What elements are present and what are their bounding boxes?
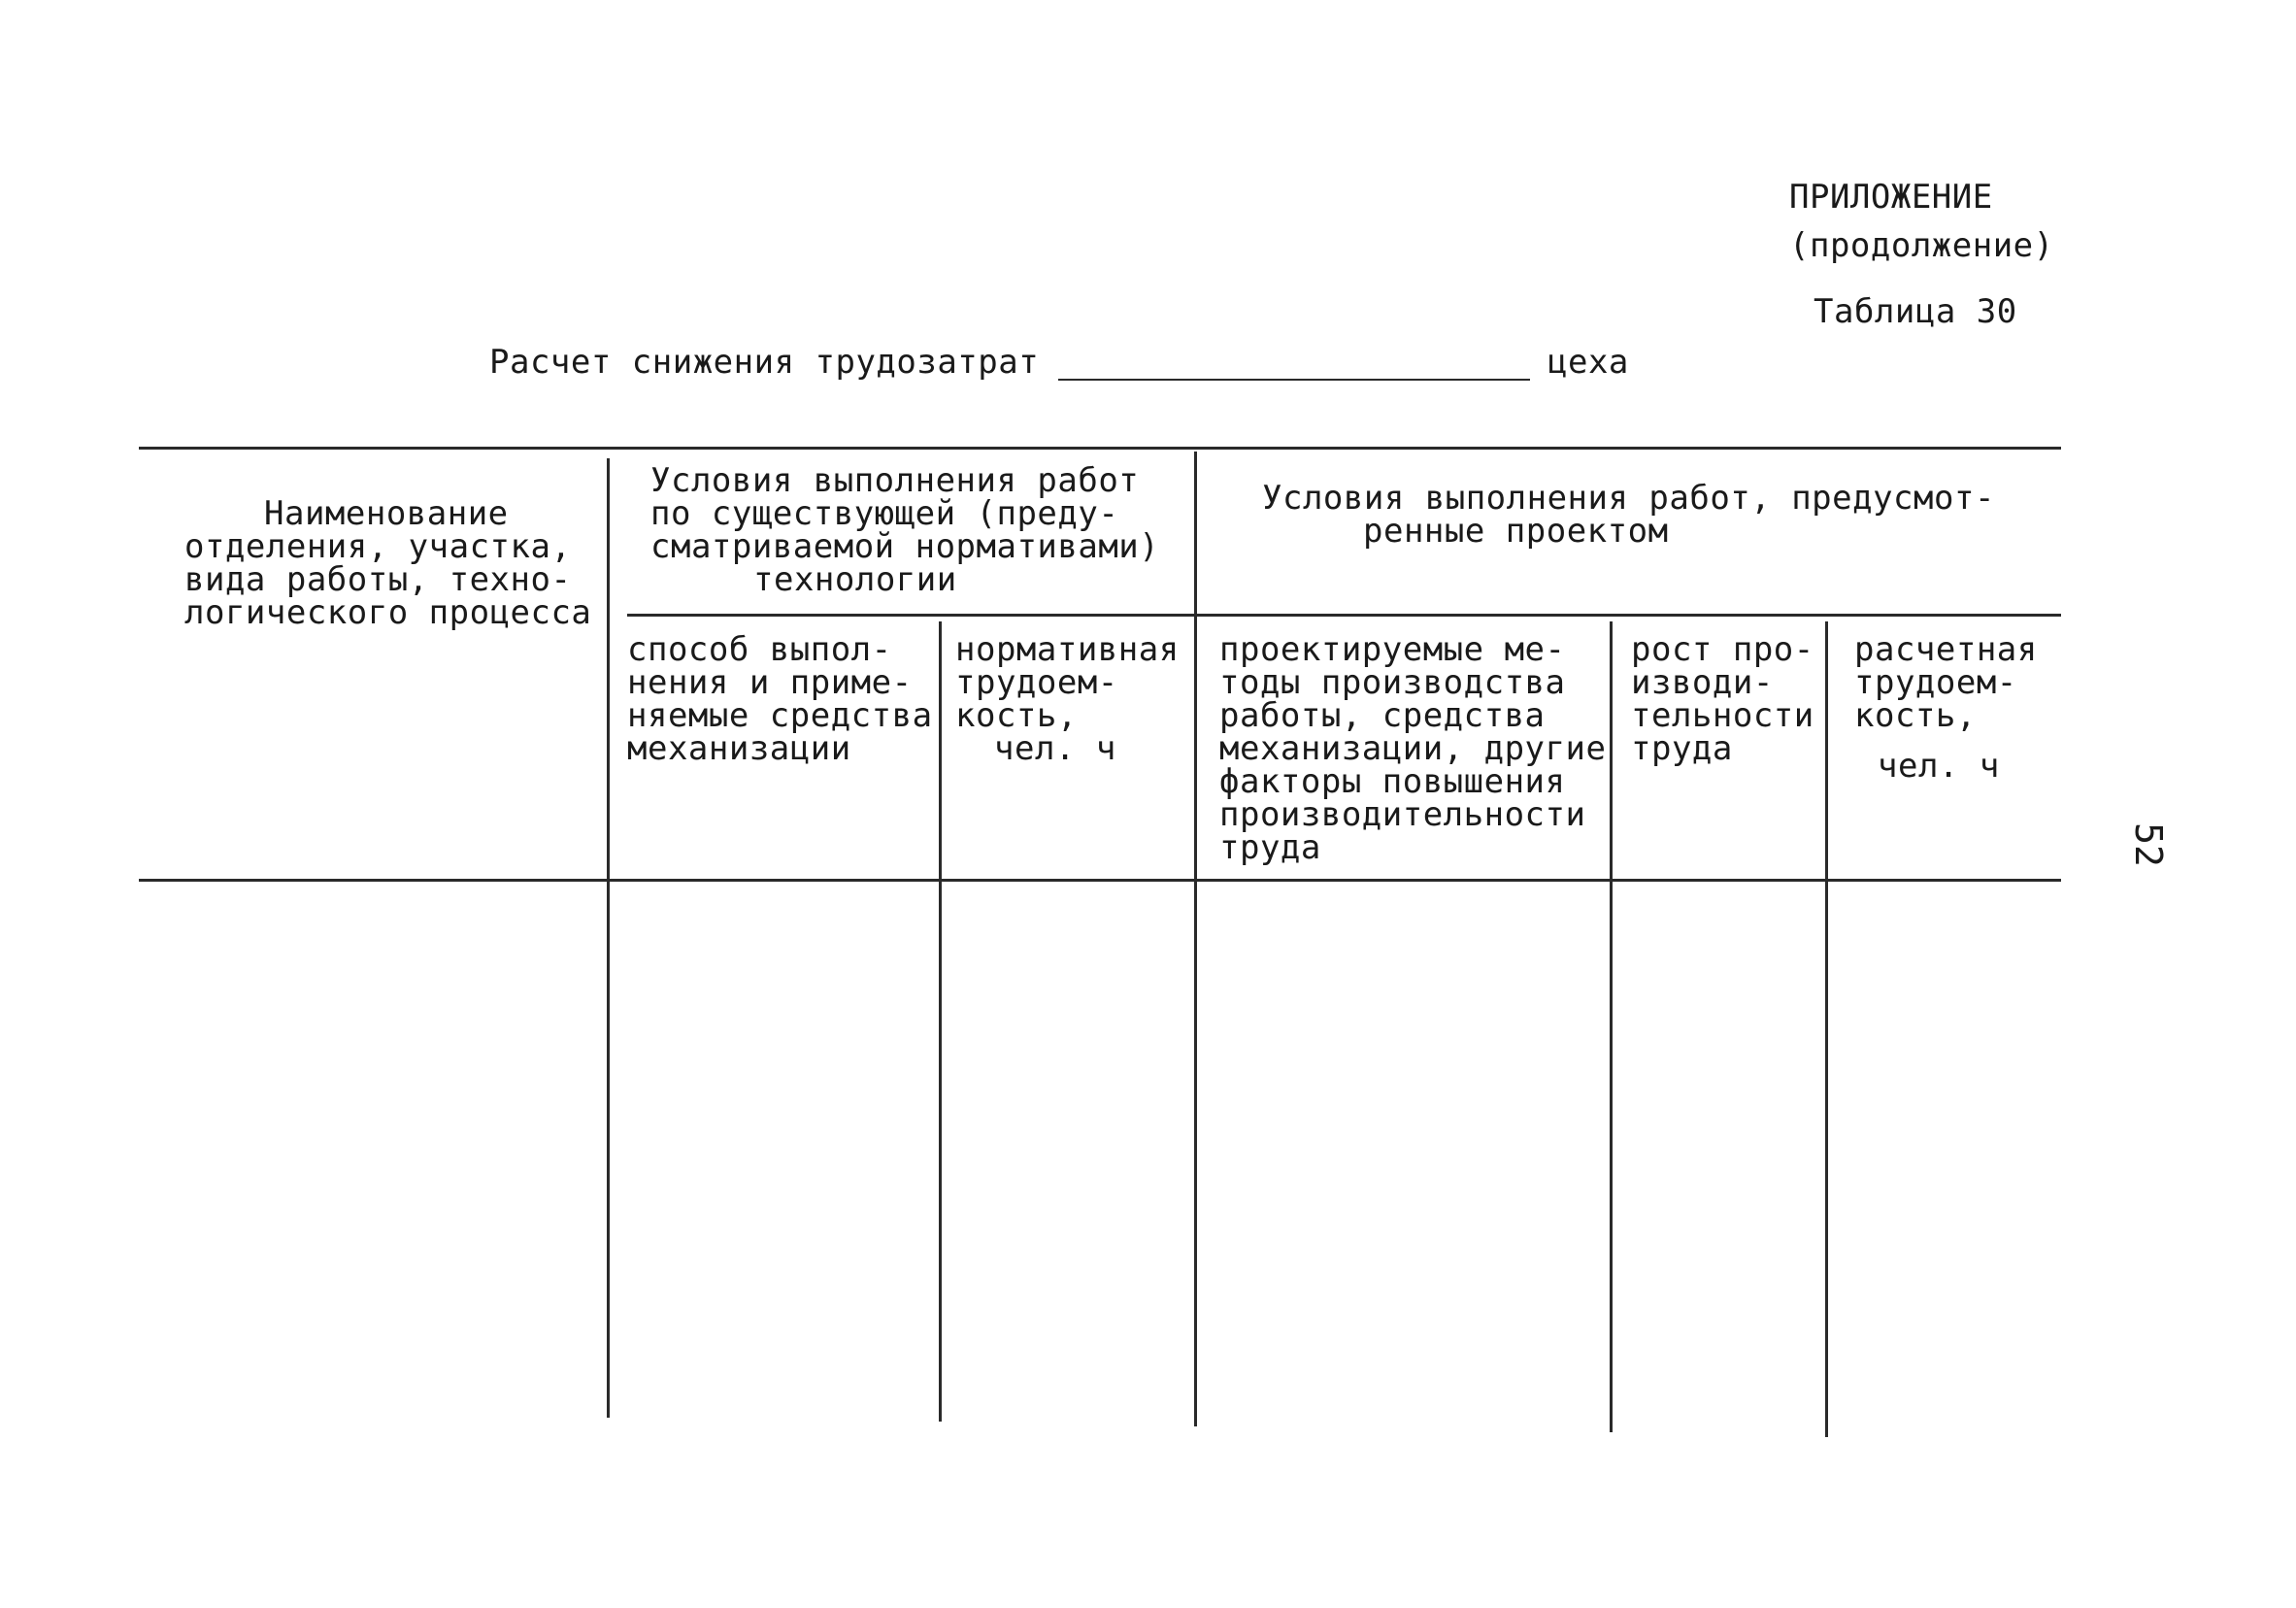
table-col-divider-2 [939, 621, 942, 1422]
sub-header-line: труда [1219, 828, 1321, 867]
sub-header-line: чел. ч [1878, 747, 2000, 786]
sub-header-line: работы, средства [1219, 696, 1546, 735]
table-col-divider-3 [1194, 452, 1197, 1426]
table-header-mid-rule [627, 614, 2061, 617]
table-top-rule [139, 447, 2061, 450]
sub-header-line: трудоем- [955, 663, 1118, 702]
sub-header-line: производительности [1219, 795, 1586, 834]
appendix-title: ПРИЛОЖЕНИЕ [1789, 178, 1993, 217]
col1-header-line: Наименование [264, 494, 509, 533]
table-col-divider-5 [1825, 621, 1828, 1437]
group-existing-line: Условия выполнения работ [650, 461, 1140, 500]
sub-header-line: тельности [1631, 696, 1814, 735]
heading-suffix: цеха [1547, 343, 1629, 382]
col1-header-line: отделения, участка, [184, 527, 572, 566]
table-header-bottom-rule [139, 879, 2061, 882]
appendix-continuation: (продолжение) [1789, 226, 2054, 265]
sub-header-line: рост про- [1631, 630, 1814, 669]
col1-header-line: вида работы, техно- [184, 560, 572, 599]
sub-header-line: механизации [627, 729, 851, 768]
sub-header-line: трудоем- [1854, 663, 2017, 702]
group-existing-line: сматриваемой нормативами) [650, 527, 1160, 566]
sub-header-line: чел. ч [994, 729, 1116, 768]
sub-header-line: изводи- [1631, 663, 1774, 702]
col1-header-line: логического процесса [184, 593, 592, 632]
sub-header-line: проектируемые ме- [1219, 630, 1566, 669]
sub-header-line: расчетная [1854, 630, 2038, 669]
sub-header-line: няемые средства [627, 696, 933, 735]
sub-header-line: кость, [1854, 696, 1977, 735]
sub-header-line: тоды производства [1219, 663, 1566, 702]
sub-header-line: нения и приме- [627, 663, 913, 702]
heading-prefix: Расчет снижения трудозатрат [489, 343, 1040, 382]
sub-header-line: механизации, другие [1219, 729, 1607, 768]
sub-header-line: труда [1631, 729, 1733, 768]
sub-header-line: нормативная [955, 630, 1180, 669]
sub-header-line: кость, [955, 696, 1078, 735]
sub-header-line: факторы повышения [1219, 762, 1566, 801]
group-existing-line: технологии [753, 560, 957, 599]
table-number: Таблица 30 [1814, 292, 2017, 331]
group-project-line: Условия выполнения работ, предусмот- [1262, 479, 1995, 518]
page-number: 52 [2126, 822, 2170, 867]
table-col-divider-4 [1610, 621, 1613, 1432]
group-existing-line: по существующей (преду- [650, 494, 1119, 533]
table-col-divider-1 [607, 458, 610, 1418]
group-project-line: ренные проектом [1363, 512, 1669, 551]
workshop-blank-line [1058, 379, 1530, 381]
sub-header-line: способ выпол- [627, 630, 892, 669]
